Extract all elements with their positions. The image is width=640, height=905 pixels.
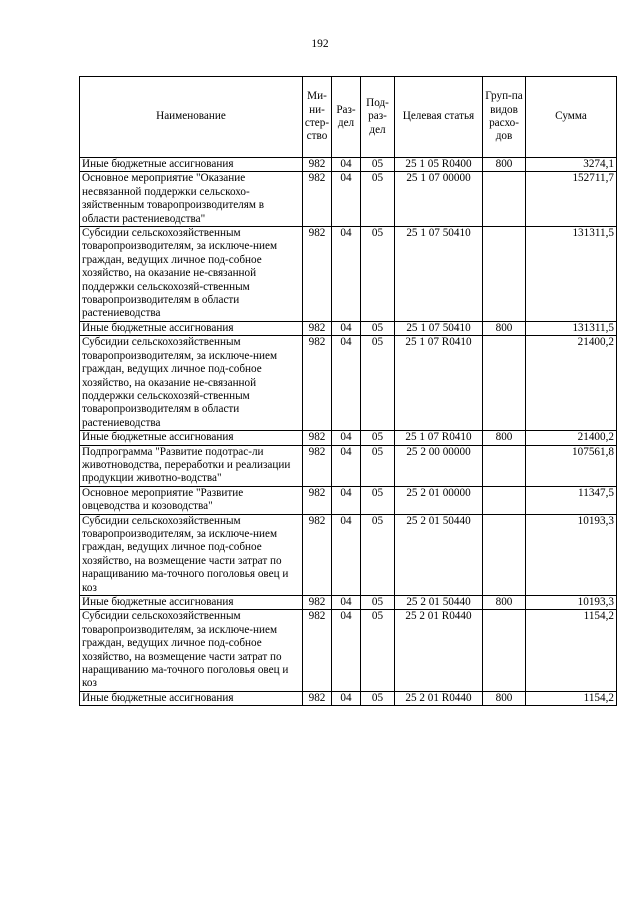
table-row (80, 445, 617, 486)
cell-target-article: 25 1 07 R0410 (395, 431, 483, 445)
cell-ministry: 982 (303, 486, 332, 514)
table-row (80, 321, 617, 335)
cell-name: Иные бюджетные ассигнования (80, 321, 303, 335)
cell-section: 04 (332, 336, 361, 431)
cell-section: 04 (332, 596, 361, 610)
cell-amount: 21400,2 (526, 431, 617, 445)
header-expense-group: Груп-па видов расхо-дов (483, 77, 526, 158)
cell-target-article: 25 2 01 R0440 (395, 610, 483, 691)
header-subsection: Под-раз-дел (361, 77, 395, 158)
cell-amount: 1154,2 (526, 691, 617, 705)
cell-name: Основное мероприятие "Оказание несвязанной поддержки сельскохо-зяйственным товаропроизводителям в области растениеводства" (80, 172, 303, 227)
cell-name: Подпрограмма "Развитие подотрас-ли животноводства, переработки и реализации продукции животно-водства" (80, 445, 303, 486)
cell-expense-group: 800 (483, 431, 526, 445)
cell-section: 04 (332, 172, 361, 227)
cell-subsection: 05 (361, 691, 395, 705)
budget-table (79, 76, 617, 706)
header-ministry: Ми-ни-стер-ство (303, 77, 332, 158)
cell-section: 04 (332, 691, 361, 705)
cell-expense-group: 800 (483, 596, 526, 610)
cell-target-article: 25 1 07 00000 (395, 172, 483, 227)
table-row (80, 610, 617, 691)
cell-name: Субсидии сельскохозяйственным товаропроизводителям, за исключе-нием граждан, ведущих личное под-собное хозяйство, на возмещение части затрат по наращиванию ма-точного поголовья овец и коз (80, 514, 303, 595)
cell-ministry: 982 (303, 172, 332, 227)
cell-subsection: 05 (361, 514, 395, 595)
cell-subsection: 05 (361, 431, 395, 445)
cell-subsection: 05 (361, 610, 395, 691)
cell-name: Субсидии сельскохозяйственным товаропроизводителям, за исключе-нием граждан, ведущих личное под-собное хозяйство, на оказание не-связанной поддержки сельскохозяй-ственным товаропроизводителям в области растениеводства (80, 336, 303, 431)
cell-target-article: 25 1 07 50410 (395, 227, 483, 322)
cell-target-article: 25 2 01 50440 (395, 596, 483, 610)
table-row (80, 691, 617, 705)
cell-expense-group (483, 336, 526, 431)
cell-ministry: 982 (303, 227, 332, 322)
cell-subsection: 05 (361, 321, 395, 335)
cell-expense-group (483, 172, 526, 227)
cell-subsection: 05 (361, 158, 395, 172)
cell-amount: 11347,5 (526, 486, 617, 514)
cell-target-article: 25 2 01 00000 (395, 486, 483, 514)
cell-name: Иные бюджетные ассигнования (80, 431, 303, 445)
cell-ministry: 982 (303, 336, 332, 431)
table-row (80, 596, 617, 610)
table-row (80, 336, 617, 431)
cell-section: 04 (332, 227, 361, 322)
cell-expense-group (483, 445, 526, 486)
cell-subsection: 05 (361, 227, 395, 322)
cell-ministry: 982 (303, 596, 332, 610)
cell-target-article: 25 2 01 R0440 (395, 691, 483, 705)
cell-name: Иные бюджетные ассигнования (80, 596, 303, 610)
cell-target-article: 25 2 01 50440 (395, 514, 483, 595)
cell-target-article: 25 1 05 R0400 (395, 158, 483, 172)
cell-amount: 10193,3 (526, 514, 617, 595)
table-header-row (80, 77, 617, 158)
cell-amount: 3274,1 (526, 158, 617, 172)
cell-section: 04 (332, 514, 361, 595)
header-section: Раз-дел (332, 77, 361, 158)
cell-section: 04 (332, 486, 361, 514)
table-row (80, 514, 617, 595)
cell-subsection: 05 (361, 486, 395, 514)
header-target-article: Целевая статья (395, 77, 483, 158)
cell-name: Иные бюджетные ассигнования (80, 691, 303, 705)
cell-target-article: 25 1 07 R0410 (395, 336, 483, 431)
cell-ministry: 982 (303, 445, 332, 486)
cell-amount: 1154,2 (526, 610, 617, 691)
table-row (80, 158, 617, 172)
table-row (80, 486, 617, 514)
cell-expense-group (483, 486, 526, 514)
cell-amount: 152711,7 (526, 172, 617, 227)
cell-subsection: 05 (361, 445, 395, 486)
cell-target-article: 25 1 07 50410 (395, 321, 483, 335)
cell-ministry: 982 (303, 158, 332, 172)
cell-expense-group (483, 227, 526, 322)
cell-section: 04 (332, 431, 361, 445)
table-row (80, 172, 617, 227)
cell-expense-group (483, 514, 526, 595)
cell-expense-group: 800 (483, 321, 526, 335)
header-amount: Сумма (526, 77, 617, 158)
cell-expense-group (483, 610, 526, 691)
cell-section: 04 (332, 158, 361, 172)
cell-target-article: 25 2 00 00000 (395, 445, 483, 486)
table-row (80, 431, 617, 445)
cell-name: Субсидии сельскохозяйственным товаропроизводителям, за исключе-нием граждан, ведущих личное под-собное хозяйство, на оказание не-связанной поддержки сельскохозяй-ственным товаропроизводителям в области растениеводства (80, 227, 303, 322)
cell-section: 04 (332, 610, 361, 691)
cell-ministry: 982 (303, 610, 332, 691)
cell-ministry: 982 (303, 514, 332, 595)
cell-subsection: 05 (361, 172, 395, 227)
cell-name: Субсидии сельскохозяйственным товаропроизводителям, за исключе-нием граждан, ведущих личное под-собное хозяйство, на возмещение части затрат по наращиванию ма-точного поголовья овец и коз (80, 610, 303, 691)
cell-section: 04 (332, 321, 361, 335)
cell-amount: 131311,5 (526, 227, 617, 322)
cell-section: 04 (332, 445, 361, 486)
cell-ministry: 982 (303, 691, 332, 705)
cell-subsection: 05 (361, 596, 395, 610)
cell-ministry: 982 (303, 321, 332, 335)
cell-expense-group: 800 (483, 691, 526, 705)
cell-amount: 131311,5 (526, 321, 617, 335)
cell-ministry: 982 (303, 431, 332, 445)
table-row (80, 227, 617, 322)
cell-subsection: 05 (361, 336, 395, 431)
cell-name: Иные бюджетные ассигнования (80, 158, 303, 172)
cell-expense-group: 800 (483, 158, 526, 172)
cell-amount: 107561,8 (526, 445, 617, 486)
cell-name: Основное мероприятие "Развитие овцеводства и козоводства" (80, 486, 303, 514)
header-name: Наименование (80, 77, 303, 158)
cell-amount: 10193,3 (526, 596, 617, 610)
cell-amount: 21400,2 (526, 336, 617, 431)
page-number: 192 (311, 38, 329, 50)
